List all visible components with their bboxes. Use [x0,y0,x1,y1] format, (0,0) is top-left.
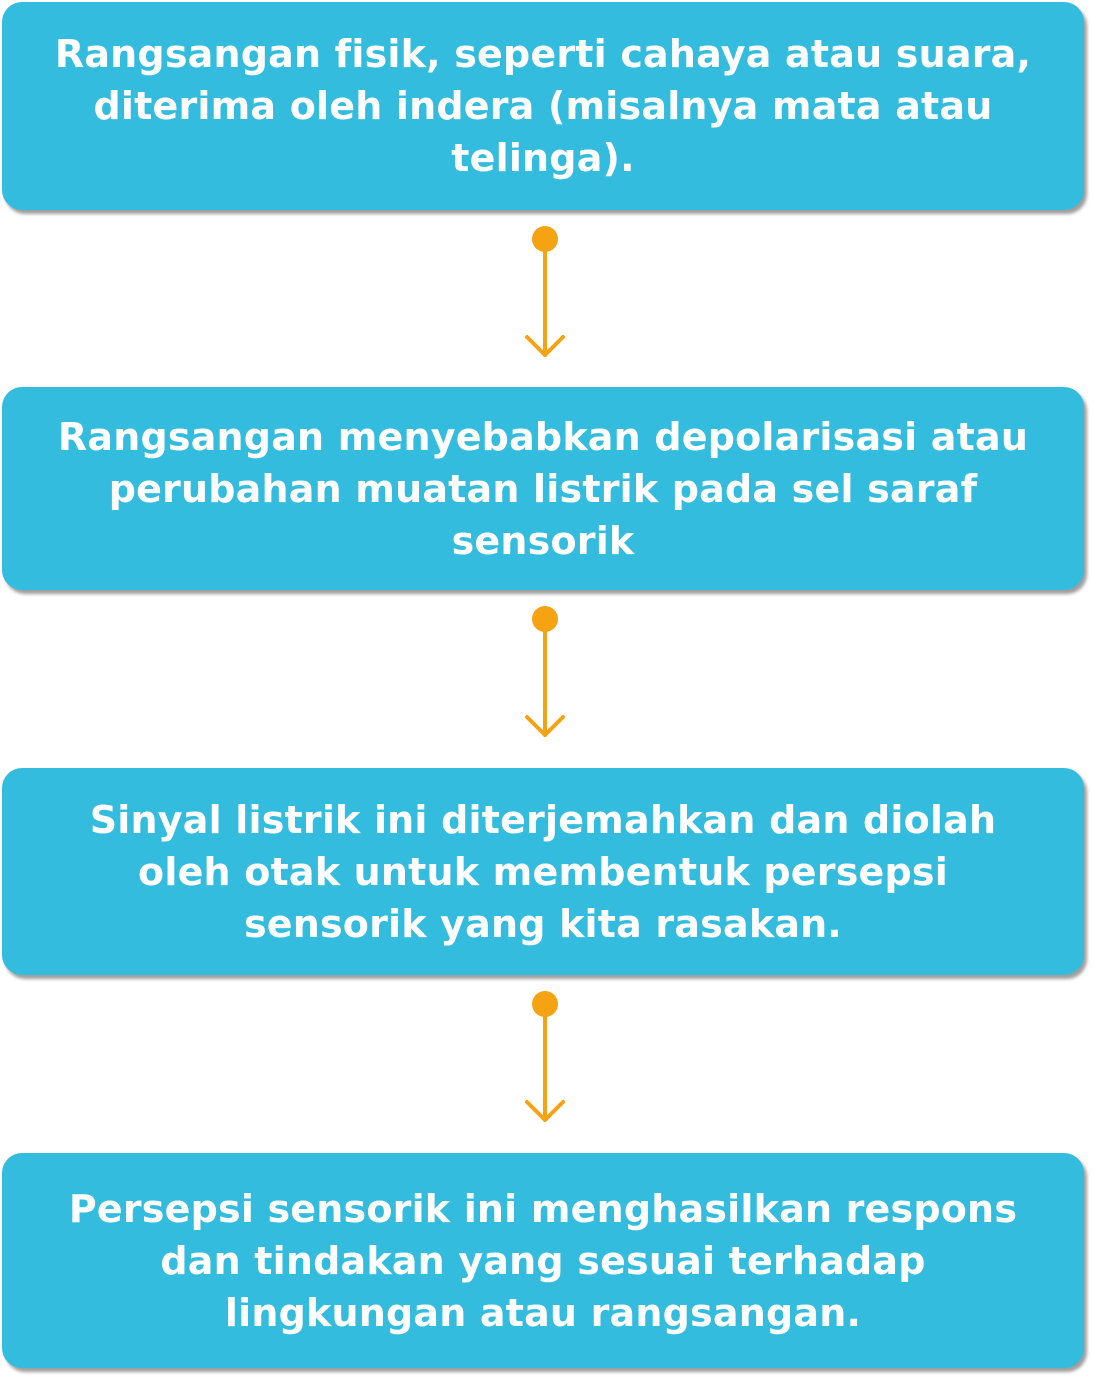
flow-connector-1 [520,225,570,360]
arrow-down-icon [527,239,563,355]
flow-step-1 [2,2,1084,210]
flow-step-4-text: Persepsi sensorik ini menghasilkan respons dan tindakan yang sesuai terhadap lingkungan atau rangsangan. [68,1186,1018,1335]
flow-step-3 [2,768,1084,975]
flow-step-3-text: Sinyal listrik ini diterjemahkan dan diolah oleh otak untuk membentuk persepsi sensorik yang kita rasakan. [89,797,997,946]
arrow-down-icon [527,619,563,735]
flow-step-1-text: Rangsangan fisik, seperti cahaya atau suara, diterima oleh indera (misalnya mata atau telinga). [54,32,1032,180]
flow-connector-2 [520,605,570,740]
flow-step-2 [2,387,1084,590]
flow-connector-3 [520,990,570,1125]
flow-step-2-text: Rangsangan menyebabkan depolarisasi atau perubahan muatan listrik pada sel saraf sensorik [57,414,1029,563]
arrow-down-icon [527,1004,563,1120]
flow-step-4 [2,1153,1084,1368]
